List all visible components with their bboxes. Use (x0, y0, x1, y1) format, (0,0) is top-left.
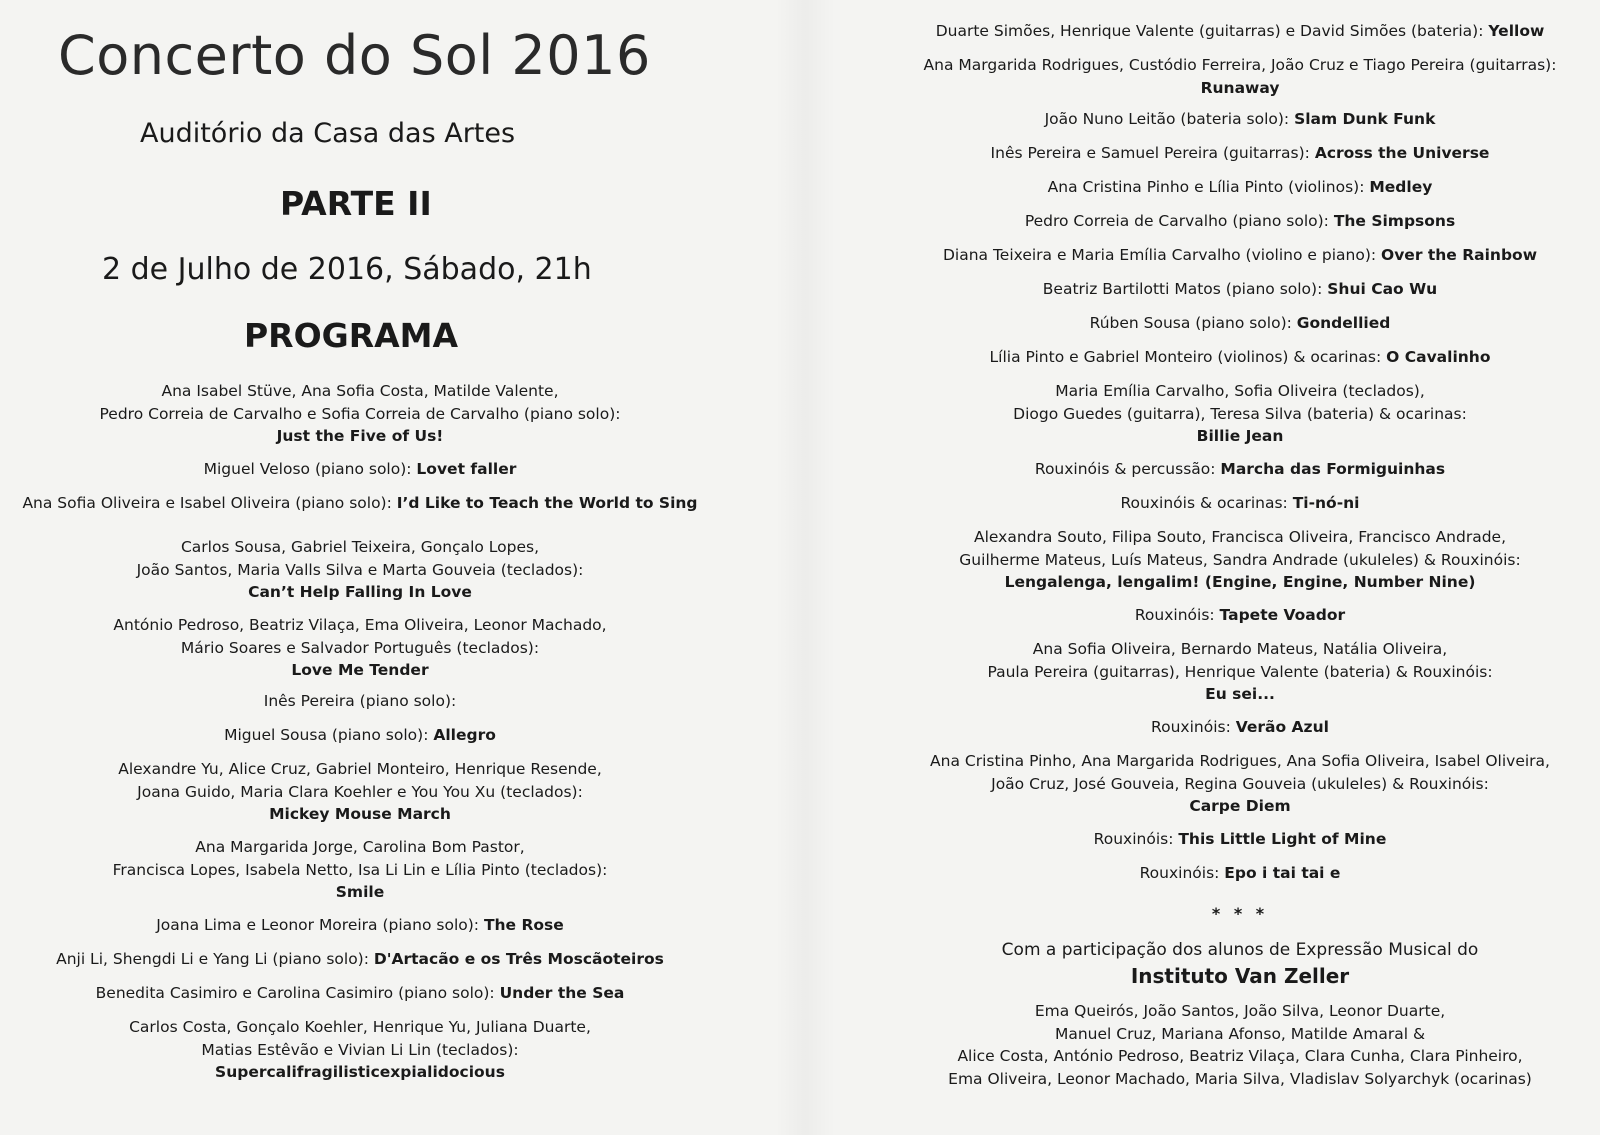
performers: Diogo Guedes (guitarra), Teresa Silva (bateria) & ocarinas: (1013, 404, 1467, 423)
performers: João Nuno Leitão (bateria solo): Slam Dunk Funk (1044, 110, 1436, 128)
program-item (0, 1016, 720, 1084)
program-item (880, 604, 1600, 627)
piece-title: O Cavalinho (1386, 348, 1491, 366)
program-item (880, 828, 1600, 851)
piece-title: Tapete Voador (1219, 606, 1346, 624)
performers: Guilherme Mateus, Luís Mateus, Sandra Andrade (ukuleles) & Rouxinóis: (959, 550, 1521, 569)
right-page (880, 0, 1600, 1135)
program-item (880, 492, 1600, 515)
piece-title: Lovet faller (416, 460, 517, 478)
performers: Ana Margarida Rodrigues, Custódio Ferreira, João Cruz e Tiago Pereira (guitarras): (923, 56, 1557, 74)
performers: Pedro Correia de Carvalho e Sofia Correia de Carvalho (piano solo): (99, 404, 621, 423)
performers: Anji Li, Shengdi Li e Yang Li (piano solo): D'Artacão e os Três Moscãoteiros (56, 950, 664, 968)
program-item (880, 176, 1600, 199)
performers: Rouxinóis: Tapete Voador (1134, 606, 1346, 624)
program-item (880, 20, 1600, 43)
participant-line: Manuel Cruz, Mariana Afonso, Matilde Amaral & (1054, 1024, 1426, 1043)
program-item (880, 526, 1600, 594)
performers: Ana Cristina Pinho, Ana Margarida Rodrigues, Ana Sofia Oliveira, Isabel Oliveira, (930, 752, 1550, 770)
performers: Beatriz Bartilotti Matos (piano solo): Shui Cao Wu (1042, 280, 1438, 298)
piece-title: Medley (1369, 178, 1433, 196)
piece-title: Eu sei... (1205, 685, 1275, 703)
piece-title: Can’t Help Falling In Love (248, 583, 472, 601)
program-item (0, 614, 720, 682)
program-item (880, 750, 1600, 818)
piece-title: Just the Five of Us! (276, 427, 444, 445)
performers: Miguel Sousa (piano solo): Allegro (224, 726, 496, 744)
piece-title: Across the Universe (1314, 144, 1490, 162)
performers: Ana Isabel Stüve, Ana Sofia Costa, Matilde Valente, (161, 382, 559, 400)
performers: Ana Cristina Pinho e Lília Pinto (violinos): Medley (1047, 178, 1433, 196)
performers: Duarte Simões, Henrique Valente (guitarras) e David Simões (bateria): Yellow (935, 22, 1545, 40)
program-item (880, 716, 1600, 739)
participation-lead: Com a participação dos alunos de Expressão Musical do (1001, 940, 1479, 960)
page-fold (775, 0, 835, 1135)
program-item (0, 492, 720, 515)
performers: Matias Estêvão e Vivian Li Lin (teclados): (201, 1040, 519, 1059)
piece-title: Love Me Tender (291, 661, 429, 679)
program-item (0, 836, 720, 904)
piece-title: Runaway (1200, 78, 1280, 97)
performers: Mário Soares e Salvador Português (teclados): (180, 638, 540, 657)
section-divider: * * * (1211, 904, 1269, 923)
participant-line: Alice Costa, António Pedroso, Beatriz Vilaça, Clara Cunha, Clara Pinheiro, (957, 1047, 1523, 1065)
performers: Alexandre Yu, Alice Cruz, Gabriel Monteiro, Henrique Resende, (118, 760, 602, 778)
piece-title: The Rose (483, 916, 564, 934)
performers: Rouxinóis & percussão: Marcha das Formiguinhas (1034, 460, 1446, 478)
program-item (880, 380, 1600, 448)
left-page (0, 0, 720, 1135)
performers: António Pedroso, Beatriz Vilaça, Ema Oliveira, Leonor Machado, (113, 616, 607, 634)
piece-title: Smile (335, 883, 385, 901)
piece-title: Lengalenga, lengalim! (Engine, Engine, Number Nine) (1004, 573, 1476, 591)
piece-title: Billie Jean (1196, 427, 1284, 445)
performers: Paula Pereira (guitarras), Henrique Valente (bateria) & Rouxinóis: (987, 662, 1493, 681)
concert-title: Concerto do Sol 2016 (58, 24, 651, 87)
performers: Inês Pereira (piano solo): (263, 692, 457, 710)
performers: Ana Margarida Jorge, Carolina Bom Pastor, (195, 838, 525, 856)
piece-title: Under the Sea (499, 984, 625, 1002)
piece-title: Gondellied (1296, 314, 1391, 332)
performers: Rúben Sousa (piano solo): Gondellied (1089, 314, 1391, 332)
performers: Rouxinóis: Epo i tai tai e (1139, 864, 1341, 882)
performers: Pedro Correia de Carvalho (piano solo): The Simpsons (1024, 212, 1456, 230)
program-item (880, 346, 1600, 369)
piece-title: Yellow (1488, 22, 1545, 40)
piece-title: Ti-nó-ni (1292, 494, 1360, 512)
venue: Auditório da Casa das Artes (140, 118, 516, 149)
performers: Ana Sofia Oliveira e Isabel Oliveira (piano solo): I’d Like to Teach the World to Sing (22, 494, 698, 512)
program-item (880, 862, 1600, 885)
program-item (0, 948, 720, 971)
part-heading: PARTE II (280, 184, 432, 223)
piece-title: Supercalifragilisticexpialidocious (215, 1063, 505, 1081)
performers: João Cruz, José Gouveia, Regina Gouveia (ukuleles) & Rouxinóis: (991, 774, 1489, 793)
piece-title: Mickey Mouse March (269, 805, 451, 823)
piece-title: Allegro (433, 726, 496, 744)
piece-title: Over the Rainbow (1381, 246, 1538, 264)
program-item (880, 244, 1600, 267)
performers: Rouxinóis: This Little Light of Mine (1093, 830, 1387, 848)
program-item (880, 210, 1600, 233)
performers: Joana Lima e Leonor Moreira (piano solo): The Rose (156, 916, 564, 934)
piece-title: Marcha das Formiguinhas (1220, 460, 1446, 478)
program-item (880, 458, 1600, 481)
performers: Francisca Lopes, Isabela Netto, Isa Li Lin e Lília Pinto (teclados): (112, 860, 608, 879)
performers: Carlos Costa, Gonçalo Koehler, Henrique Yu, Juliana Duarte, (129, 1018, 591, 1036)
performers: Maria Emília Carvalho, Sofia Oliveira (teclados), (1055, 382, 1425, 400)
piece-title: I’d Like to Teach the World to Sing (396, 494, 698, 512)
participant-line: Ema Queirós, João Santos, João Silva, Leonor Duarte, (1034, 1002, 1446, 1020)
institution-name: Instituto Van Zeller (1130, 964, 1350, 988)
performers: Rouxinóis: Verão Azul (1151, 718, 1329, 736)
piece-title: Verão Azul (1235, 718, 1329, 736)
piece-title: Carpe Diem (1189, 797, 1291, 815)
program-item (0, 690, 720, 713)
performers: Alexandra Souto, Filipa Souto, Francisca Oliveira, Francisco Andrade, (973, 528, 1507, 546)
program-item (0, 536, 720, 604)
program-item (0, 758, 720, 826)
program-item (0, 724, 720, 747)
programa-heading: PROGRAMA (244, 316, 459, 355)
piece-title: Shui Cao Wu (1327, 280, 1438, 298)
participant-names (880, 1000, 1600, 1090)
performers: Benedita Casimiro e Carolina Casimiro (piano solo): Under the Sea (95, 984, 625, 1002)
piece-title: D'Artacão e os Três Moscãoteiros (373, 950, 664, 968)
piece-title: This Little Light of Mine (1178, 830, 1387, 848)
program-item (0, 982, 720, 1005)
program-item (880, 278, 1600, 301)
performers: Joana Guido, Maria Clara Koehler e You You Xu (teclados): (137, 782, 583, 801)
piece-title: The Simpsons (1333, 212, 1456, 230)
piece-title: Epo i tai tai e (1224, 864, 1341, 882)
performers: Inês Pereira e Samuel Pereira (guitarras): Across the Universe (990, 144, 1490, 162)
program-item (0, 914, 720, 937)
performers: Miguel Veloso (piano solo): Lovet faller (203, 460, 517, 478)
program-item (0, 458, 720, 481)
performers: Carlos Sousa, Gabriel Teixeira, Gonçalo Lopes, (180, 538, 540, 556)
concert-date: 2 de Julho de 2016, Sábado, 21h (102, 252, 592, 287)
performers: Ana Sofia Oliveira, Bernardo Mateus, Natália Oliveira, (1032, 640, 1448, 658)
program-item (0, 380, 720, 448)
performers: Rouxinóis & ocarinas: Ti-nó-ni (1120, 494, 1360, 512)
program-item (880, 312, 1600, 335)
participant-line: Ema Oliveira, Leonor Machado, Maria Silva, Vladislav Solyarchyk (ocarinas) (948, 1069, 1532, 1088)
program-item (880, 108, 1600, 131)
performers: Lília Pinto e Gabriel Monteiro (violinos) & ocarinas: O Cavalinho (989, 348, 1491, 366)
program-item (880, 142, 1600, 165)
program-item (880, 54, 1600, 99)
performers: Diana Teixeira e Maria Emília Carvalho (violino e piano): Over the Rainbow (942, 246, 1538, 264)
program-item (880, 638, 1600, 706)
piece-title: Slam Dunk Funk (1294, 110, 1436, 128)
performers: João Santos, Maria Valls Silva e Marta Gouveia (teclados): (136, 560, 584, 579)
